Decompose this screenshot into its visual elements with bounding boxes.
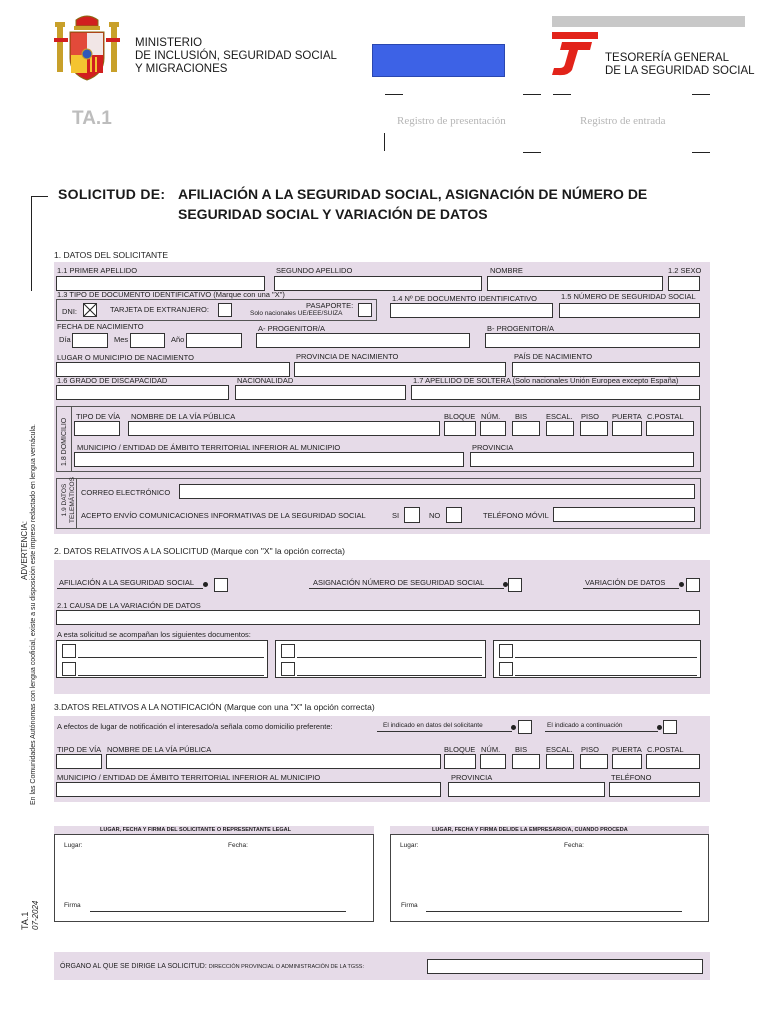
ministry-name: MINISTERIO DE INCLUSIÓN, SEGURIDAD SOCIAL Y MIGRACIONES [135, 37, 337, 75]
correo-input[interactable] [179, 484, 695, 499]
anio-input[interactable] [186, 333, 242, 348]
opt-asignacion-line [309, 588, 504, 589]
documentos-box-2 [275, 640, 486, 678]
puerta-input[interactable] [612, 421, 642, 436]
firma-empresario-firma: Firma [401, 902, 418, 909]
reg-mark [692, 94, 710, 95]
opt-asignacion-label: ASIGNACIÓN NÚMERO DE SEGURIDAD SOCIAL [313, 578, 485, 587]
n-escal-label: ESCAL. [546, 745, 573, 754]
no-checkbox[interactable] [446, 507, 462, 523]
x-mark-icon [84, 304, 96, 316]
mes-input[interactable] [130, 333, 165, 348]
nacionalidad-label: NACIONALIDAD [237, 376, 294, 385]
escal-label: ESCAL. [546, 412, 573, 421]
primer-apellido-label: 1.1 PRIMER APELLIDO [57, 266, 138, 275]
registro-presentacion-label: Registro de presentación [397, 115, 506, 127]
segundo-apellido-input[interactable] [274, 276, 482, 291]
sexo-label: 1.2 SEXO [668, 266, 702, 275]
primer-apellido-input[interactable] [56, 276, 265, 291]
cpostal-label: C.POSTAL [647, 412, 684, 421]
nombre-via-label: NOMBRE DE LA VÍA PÚBLICA [131, 412, 236, 421]
telematicos-label: 1.9 DATOS TELEMÁTICOS [61, 477, 76, 523]
causa-input[interactable] [56, 610, 700, 625]
documento-line [515, 657, 697, 658]
documento-line [78, 675, 264, 676]
documento-line [297, 657, 482, 658]
n-puerta-label: PUERTA [612, 745, 642, 754]
domicilio-label: 1.8 DOMICILIO [61, 417, 68, 466]
opt-asignacion-checkbox[interactable] [508, 578, 522, 592]
documento-checkbox[interactable] [281, 662, 295, 676]
num-input[interactable] [480, 421, 506, 436]
firma-empresario-title: LUGAR, FECHA Y FIRMA DEL/DE LA EMPRESARIO/A, CUANDO PROCEDA [432, 827, 628, 833]
opt-datos-label: El indicado en datos del solicitante [383, 722, 483, 729]
n-telefono-label: TELÉFONO [611, 773, 652, 782]
pais-nac-input[interactable] [512, 362, 700, 377]
firma-solicitante-line [90, 911, 346, 912]
n-bis-input[interactable] [512, 754, 540, 769]
soltera-input[interactable] [411, 385, 700, 400]
n-tipo-via-label: TIPO DE VÍA [57, 745, 102, 754]
bracket-line [31, 196, 48, 197]
organo-input[interactable] [427, 959, 703, 974]
bis-input[interactable] [512, 421, 540, 436]
section-1-heading: 1. DATOS DEL SOLICITANTE [54, 250, 168, 260]
progenitor-b-label: B- PROGENITOR/A [487, 324, 554, 333]
pasaporte-label: PASAPORTE: [306, 301, 354, 310]
nombre-input[interactable] [487, 276, 663, 291]
documento-checkbox[interactable] [281, 644, 295, 658]
n-escal-input[interactable] [546, 754, 574, 769]
documentos-box-1 [56, 640, 268, 678]
firma-empresario-line [426, 911, 682, 912]
soltera-label: 1.7 APELLIDO DE SOLTERA (Solo nacionales Unión Europea excepto España) [413, 376, 679, 385]
n-bis-label: BIS [515, 745, 528, 754]
firma-empresario-lugar: Lugar: [400, 842, 419, 849]
documento-line [515, 675, 697, 676]
opt-datos-line [377, 731, 512, 732]
nombre-via-input[interactable] [128, 421, 440, 436]
mes-label: Mes [114, 335, 129, 344]
n-piso-label: PISO [581, 745, 599, 754]
si-label: SI [392, 511, 400, 520]
discapacidad-label: 1.6 GRADO DE DISCAPACIDAD [57, 376, 168, 385]
firma-solicitante-firma: Firma [64, 902, 81, 909]
documento-line [78, 657, 264, 658]
bis-label: BIS [515, 412, 528, 421]
correo-label: CORREO ELECTRÓNICO [81, 488, 171, 497]
bloque-label: BLOQUE [444, 412, 476, 421]
lugar-nac-input[interactable] [56, 362, 290, 377]
n-nombre-via-label: NOMBRE DE LA VÍA PÚBLICA [107, 745, 212, 754]
stamp-box-blue [372, 44, 505, 77]
documento-checkbox[interactable] [499, 662, 513, 676]
tarjeta-label: TARJETA DE EXTRANJERO: [110, 305, 209, 314]
tipo-via-label: TIPO DE VÍA [76, 412, 121, 421]
anio-label: Año [171, 335, 185, 344]
organo-label: ÓRGANO AL QUE SE DIRIGE LA SOLICITUD: DIRECCIÓN PROVINCIAL O ADMINISTRACIÓN DE LA TGSS: [60, 963, 364, 970]
documento-line [297, 675, 482, 676]
piso-input[interactable] [580, 421, 608, 436]
provincia-label: PROVINCIA [472, 443, 514, 452]
registro-entrada-label: Registro de entrada [580, 115, 666, 127]
opt-variacion-checkbox[interactable] [686, 578, 700, 592]
tipo-via-input[interactable] [74, 421, 120, 436]
discapacidad-input[interactable] [56, 385, 229, 400]
municipio-label: MUNICIPIO / ENTIDAD DE ÁMBITO TERRITORIAL INFERIOR AL MUNICIPIO [77, 443, 341, 452]
firma-solicitante-title: LUGAR, FECHA Y FIRMA DEL SOLICITANTE O REPRESENTANTE LEGAL [100, 827, 291, 833]
section-2-heading: 2. DATOS RELATIVOS A LA SOLICITUD (Marque con "X" la opción correcta) [54, 546, 345, 556]
n-num-input[interactable] [480, 754, 506, 769]
documento-checkbox[interactable] [62, 662, 76, 676]
coat-of-arms-logo [52, 12, 122, 84]
nss-input[interactable] [559, 303, 700, 318]
side-advertencia: ADVERTENCIA: [20, 521, 29, 580]
n-nombre-via-input[interactable] [106, 754, 441, 769]
opt-continuacion-label: El indicado a continuación [547, 722, 623, 729]
telematicos-divider [76, 478, 77, 529]
documento-checkbox[interactable] [499, 644, 513, 658]
documentos-label: A esta solicitud se acompañan los siguientes documentos: [57, 630, 251, 639]
documentos-box-3 [493, 640, 701, 678]
form-code: TA.1 [72, 108, 112, 129]
title-prefix: SOLICITUD DE: [58, 186, 166, 202]
side-vernacula-note: En las Comunidades Autónomas con lengua cooficial, existe a su disposición este impreso redactado en lengua vernácula. [30, 424, 37, 805]
n-municipio-label: MUNICIPIO / ENTIDAD DE ÁMBITO TERRITORIAL INFERIOR AL MUNICIPIO [57, 773, 321, 782]
progenitor-a-input[interactable] [256, 333, 470, 348]
puerta-label: PUERTA [612, 412, 642, 421]
movil-input[interactable] [553, 507, 695, 522]
municipio-input[interactable] [74, 452, 464, 467]
reg-mark [692, 152, 710, 153]
progenitor-b-input[interactable] [485, 333, 700, 348]
opt-variacion-line [583, 588, 679, 589]
provincia-input[interactable] [470, 452, 694, 467]
n-bloque-input[interactable] [444, 754, 476, 769]
sexo-input[interactable] [668, 276, 700, 291]
option-dot-icon [657, 725, 662, 730]
n-piso-input[interactable] [580, 754, 608, 769]
nacionalidad-input[interactable] [235, 385, 406, 400]
firma-solicitante-box[interactable] [54, 826, 374, 922]
reg-mark [553, 94, 571, 95]
si-checkbox[interactable] [404, 507, 420, 523]
tarjeta-checkbox[interactable] [218, 303, 232, 317]
firma-solicitante-fecha: Fecha: [228, 842, 248, 849]
efectos-label: A efectos de lugar de notificación el interesado/a señala como domicilio preferente: [57, 722, 333, 731]
n-cpostal-label: C.POSTAL [647, 745, 684, 754]
side-form-date: 07-2024 [31, 900, 40, 930]
tgss-logo [552, 32, 598, 76]
title-line-2: SEGURIDAD SOCIAL Y VARIACIÓN DE DATOS [178, 206, 488, 222]
dia-input[interactable] [72, 333, 108, 348]
n-cpostal-input[interactable] [646, 754, 700, 769]
causa-label: 2.1 CAUSA DE LA VARIACIÓN DE DATOS [57, 601, 201, 610]
top-grey-bar [552, 16, 745, 27]
reg-mark [385, 94, 403, 95]
n-puerta-input[interactable] [612, 754, 642, 769]
reg-mark [384, 133, 385, 151]
pasaporte-note: Solo nacionales UE/EEE/SUIZA [250, 310, 343, 317]
pasaporte-checkbox[interactable] [358, 303, 372, 317]
n-tipo-via-input[interactable] [56, 754, 102, 769]
cpostal-input[interactable] [646, 421, 694, 436]
opt-afiliacion-checkbox[interactable] [214, 578, 228, 592]
n-provincia-input[interactable] [448, 782, 605, 797]
opt-continuacion-line [545, 731, 658, 732]
movil-label: TELÉFONO MÓVIL [483, 511, 549, 520]
bloque-input[interactable] [444, 421, 476, 436]
firma-empresario-box[interactable] [390, 826, 709, 922]
acepto-label: ACEPTO ENVÍO COMUNICACIONES INFORMATIVAS DE LA SEGURIDAD SOCIAL [81, 511, 366, 520]
num-label: NÚM. [481, 412, 501, 421]
prov-nac-input[interactable] [294, 362, 506, 377]
documento-checkbox[interactable] [62, 644, 76, 658]
n-bloque-label: BLOQUE [444, 745, 476, 754]
progenitor-a-label: A- PROGENITOR/A [258, 324, 325, 333]
reg-mark [523, 152, 541, 153]
side-form-code: TA.1 [20, 911, 30, 930]
tipo-doc-label: 1.3 TIPO DE DOCUMENTO IDENTIFICATIVO (Marque con una "X") [57, 290, 285, 299]
piso-label: PISO [581, 412, 599, 421]
num-doc-label: 1.4 Nº DE DOCUMENTO IDENTIFICATIVO [392, 294, 537, 303]
firma-empresario-fecha: Fecha: [564, 842, 584, 849]
section-3-heading: 3.DATOS RELATIVOS A LA NOTIFICACIÓN (Marque con una "X" la opción correcta) [54, 702, 375, 712]
prov-nac-label: PROVINCIA DE NACIMIENTO [296, 352, 399, 361]
n-telefono-input[interactable] [609, 782, 700, 797]
dni-label: DNI: [62, 307, 77, 316]
title-line-1: AFILIACIÓN A LA SEGURIDAD SOCIAL, ASIGNACIÓN DE NÚMERO DE [178, 186, 648, 202]
tgss-name: TESORERÍA GENERAL DE LA SEGURIDAD SOCIAL [605, 52, 755, 77]
pais-nac-label: PAÍS DE NACIMIENTO [514, 352, 593, 361]
dia-label: Día [59, 335, 71, 344]
fecha-nac-label: FECHA DE NACIMIENTO [57, 322, 144, 331]
option-dot-icon [203, 582, 208, 587]
segundo-apellido-label: SEGUNDO APELLIDO [276, 266, 353, 275]
opt-continuacion-checkbox[interactable] [663, 720, 677, 734]
reg-mark [523, 94, 541, 95]
opt-datos-checkbox[interactable] [518, 720, 532, 734]
escal-input[interactable] [546, 421, 574, 436]
dni-checkbox[interactable] [83, 303, 97, 317]
domicilio-divider [71, 406, 72, 472]
lugar-nac-label: LUGAR O MUNICIPIO DE NACIMIENTO [57, 353, 194, 362]
opt-variacion-label: VARIACIÓN DE DATOS [585, 578, 666, 587]
firma-solicitante-lugar: Lugar: [64, 842, 83, 849]
nombre-label: NOMBRE [490, 266, 523, 275]
n-provincia-label: PROVINCIA [451, 773, 493, 782]
opt-afiliacion-line [57, 588, 203, 589]
num-doc-input[interactable] [390, 303, 553, 318]
opt-afiliacion-label: AFILIACIÓN A LA SEGURIDAD SOCIAL [59, 578, 195, 587]
n-num-label: NÚM. [481, 745, 501, 754]
option-dot-icon [679, 582, 684, 587]
n-municipio-input[interactable] [56, 782, 441, 797]
bracket-line [31, 196, 32, 291]
option-dot-icon [511, 725, 516, 730]
no-label: NO [429, 511, 441, 520]
nss-label: 1.5 NÚMERO DE SEGURIDAD SOCIAL [561, 292, 696, 301]
